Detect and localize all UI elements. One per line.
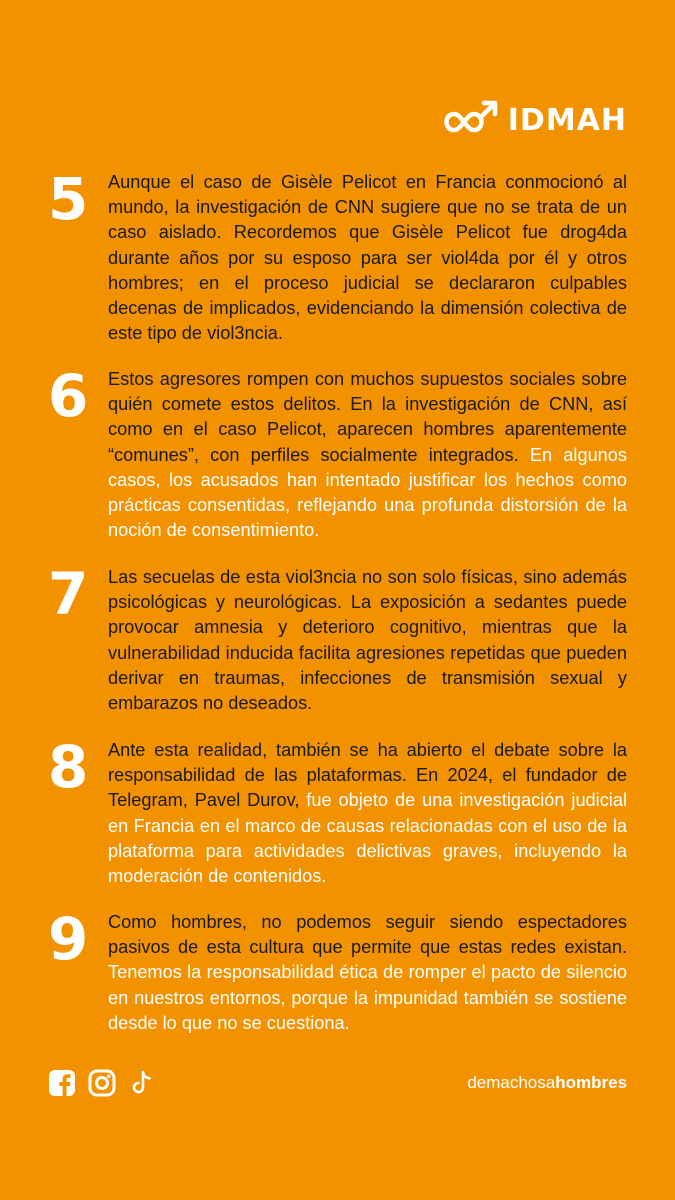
item-body: Estos agresores rompen con muchos supuestos sociales sobre quién comete estos delitos. En la investigación de CNN, así como en el caso Pelicot, aparecen hombres aparentemente “comunes”, con perfiles socialmente integrados. (108, 369, 627, 465)
infinity-male-symbol-icon (438, 100, 500, 140)
item-text (108, 170, 627, 346)
item-number: 8 (48, 733, 89, 801)
item-highlight: Tenemos la responsabilidad ética de romper el pacto de silencio en nuestros entornos, porque la impunidad también se sostiene desde lo que no se cuestiona. (108, 962, 627, 1033)
item-number: 5 (48, 165, 89, 233)
instagram-icon[interactable] (88, 1069, 116, 1097)
item-body: Las secuelas de esta viol3ncia no son solo físicas, sino además psicológicas y neurológicas. La exposición a sedantes puede provocar amnesia y deterioro cognitivo, mientras que la vulnerabilidad inducida facilita agresiones repetidas que pueden derivar en traumas, infecciones de transmisión sexual y embarazos no deseados. (108, 567, 627, 714)
facebook-icon[interactable] (48, 1069, 76, 1097)
social-icons (48, 1069, 156, 1097)
item-number: 6 (48, 362, 89, 430)
item-text (108, 910, 627, 1036)
footer (48, 1069, 627, 1097)
item-body: Aunque el caso de Gisèle Pelicot en Francia conmocionó al mundo, la investigación de CNN sugiere que no se trata de un caso aislado. Recordemos que Gisèle Pelicot fue drog4da durante años por su esposo para ser viol4da por él y otros hombres; en el proceso judicial se declararon culpables decenas de implicados, evidenciando la dimensión colectiva de este tipo de viol3ncia. (108, 172, 627, 344)
item-number: 7 (48, 560, 89, 628)
item-body: Como hombres, no podemos seguir siendo espectadores pasivos de esta cultura que permite que estas redes existan. (108, 912, 627, 958)
list-item-6 (48, 362, 628, 543)
list-item-5 (48, 165, 627, 346)
item-text (108, 367, 627, 543)
handle-light: demachosa (467, 1073, 556, 1092)
tiktok-icon[interactable] (128, 1069, 156, 1097)
list-item-9 (48, 905, 627, 1036)
item-body: Ante esta realidad, también se ha abierto el debate sobre la responsabilidad de las plataformas. En 2024, el fundador de Telegram, Pavel Durov, (108, 740, 627, 811)
list-item-7 (48, 560, 627, 716)
social-handle[interactable] (467, 1073, 627, 1093)
handle-bold: hombres (555, 1073, 627, 1092)
item-highlight: fue objeto de una investigación judicial en Francia en el marco de causas relacionadas con el uso de la plataforma para actividades delictivas graves, incluyendo la moderación de contenidos. (108, 790, 628, 887)
list-item-8 (48, 733, 628, 889)
brand-logo (438, 100, 627, 140)
item-highlight: En algunos casos, los acusados han intentado justificar los hechos como prácticas consentidas, reflejando una profunda distorsión de la noción de consentimiento. (108, 444, 628, 541)
brand-name: IDMAH (507, 102, 627, 138)
item-text (108, 738, 627, 889)
item-number: 9 (48, 905, 89, 973)
item-text (108, 565, 627, 716)
